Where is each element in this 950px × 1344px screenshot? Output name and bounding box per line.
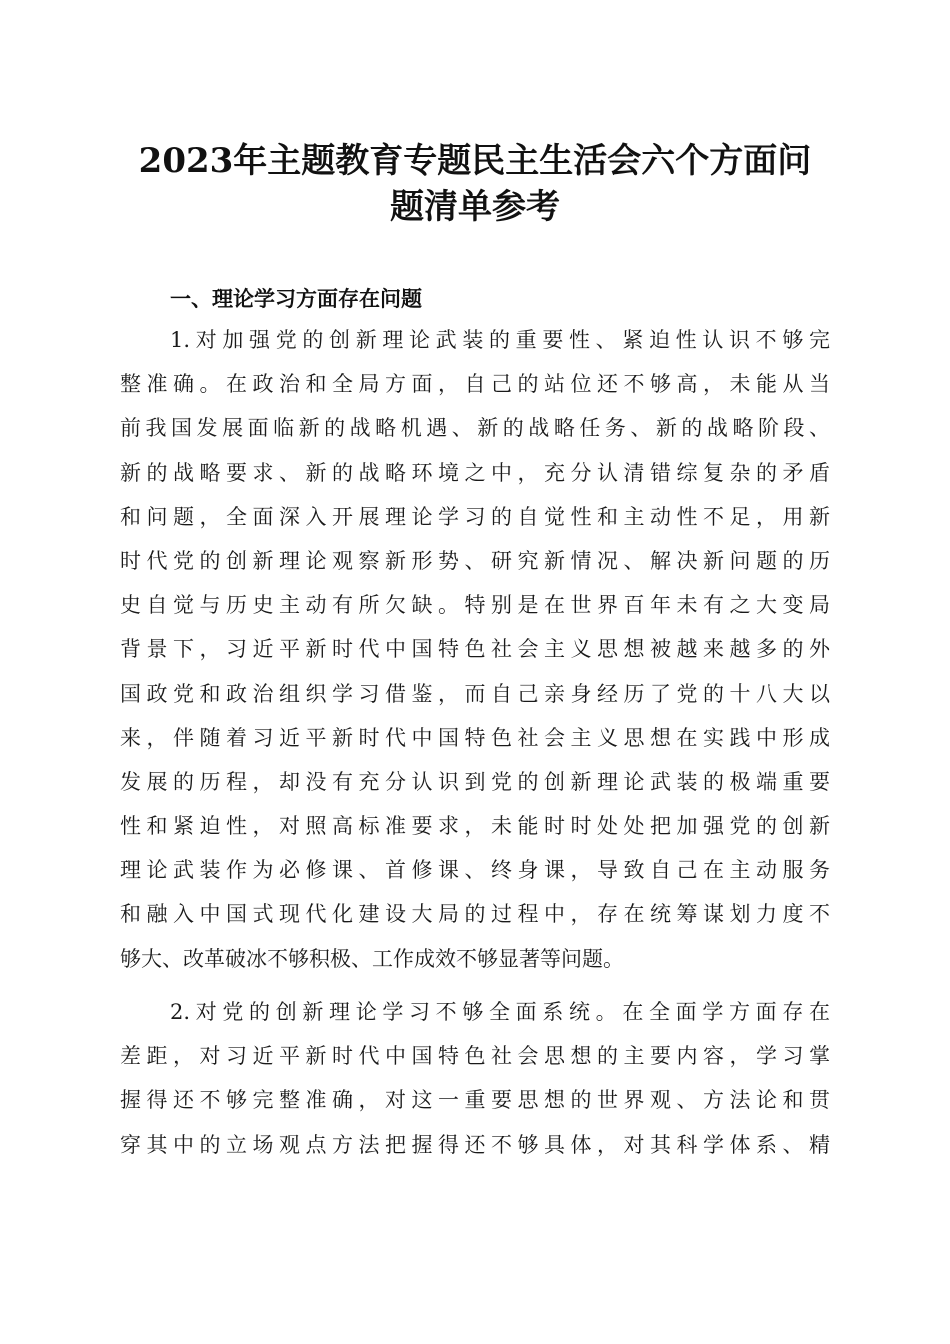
- text-line: 差距，对习近平新时代中国特色社会思想的主要内容，学习掌: [120, 1044, 830, 1069]
- text-line: 来，伴随着习近平新时代中国特色社会主义思想在实践中形成: [120, 725, 830, 750]
- title-line: 2023年主题教育专题民主生活会六个方面问: [138, 141, 812, 181]
- text-line: 理论武装作为必修课、首修课、终身课，导致自己在主动服务: [120, 858, 830, 883]
- text-line: 和融入中国式现代化建设大局的过程中，存在统筹谋划力度不: [120, 902, 830, 927]
- paragraph-2: [120, 990, 830, 1167]
- text-line: 2.对党的创新理论学习不够全面系统。在全面学方面存在: [170, 1000, 830, 1024]
- text-line: 握得还不够完整准确，对这一重要思想的世界观、方法论和贯: [120, 1088, 830, 1113]
- text-line: 史自觉与历史主动有所欠缺。特别是在世界百年未有之大变局: [120, 593, 830, 618]
- title-line: 题清单参考: [390, 187, 560, 227]
- paragraph-1: [120, 318, 830, 981]
- section-heading: 一、理论学习方面存在问题: [170, 287, 422, 311]
- text-line: 穿其中的立场观点方法把握得还不够具体，对其科学体系、精: [120, 1132, 830, 1157]
- document-title: [120, 138, 830, 230]
- text-line: 发展的历程，却没有充分认识到党的创新理论武装的极端重要: [120, 769, 830, 794]
- text-line: 够大、改革破冰不够积极、工作成效不够显著等问题。: [120, 946, 624, 971]
- text-line: 和问题，全面深入开展理论学习的自觉性和主动性不足，用新: [120, 504, 830, 529]
- text-line: 背景下，习近平新时代中国特色社会主义思想被越来越多的外: [120, 637, 830, 662]
- text-line: 性和紧迫性，对照高标准要求，未能时时处处把加强党的创新: [120, 814, 830, 839]
- text-line: 新的战略要求、新的战略环境之中，充分认清错综复杂的矛盾: [120, 460, 830, 485]
- text-line: 国政党和政治组织学习借鉴，而自己亲身经历了党的十八大以: [120, 681, 830, 706]
- text-line: 前我国发展面临新的战略机遇、新的战略任务、新的战略阶段、: [120, 416, 830, 441]
- text-line: 整准确。在政治和全局方面，自己的站位还不够高，未能从当: [120, 372, 830, 397]
- text-line: 1.对加强党的创新理论武装的重要性、紧迫性认识不够完: [170, 328, 830, 352]
- text-line: 时代党的创新理论观察新形势、研究新情况、解决新问题的历: [120, 548, 830, 573]
